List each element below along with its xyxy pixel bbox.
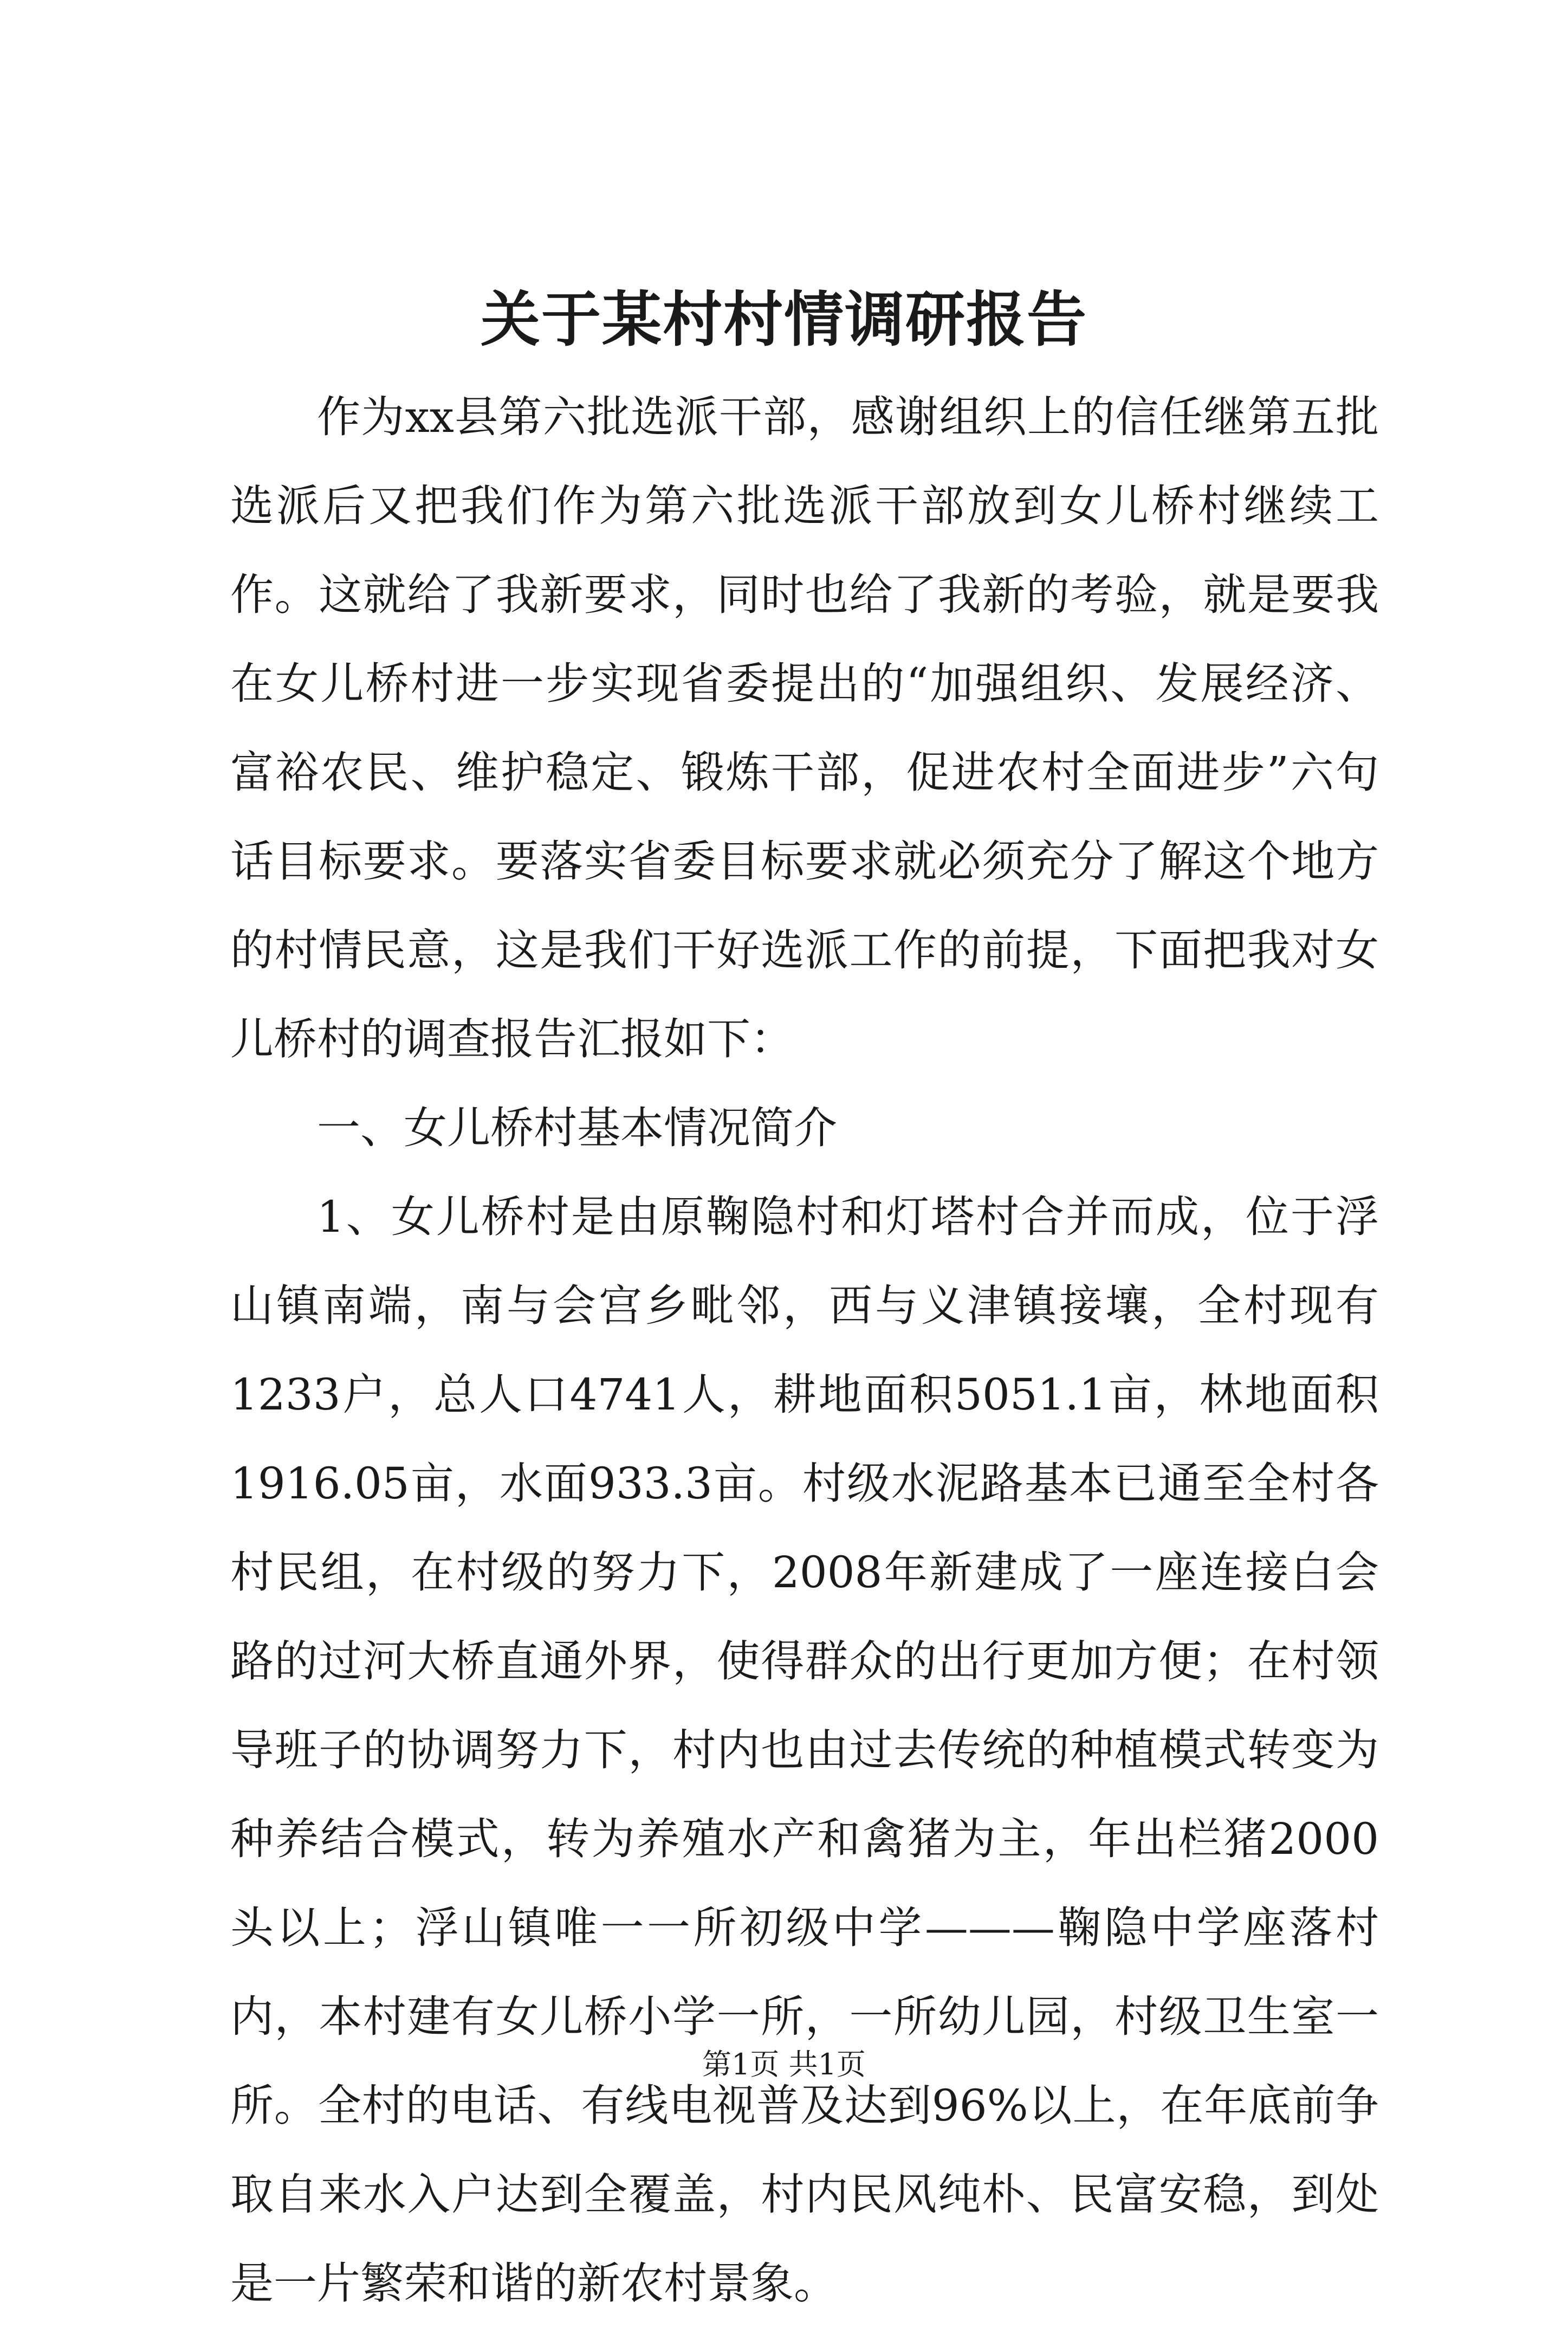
page-number-footer: 第1页 共1页 — [702, 2047, 866, 2081]
paragraph-village-overview: 1、女儿桥村是由原鞠隐村和灯塔村合并而成，位于浮山镇南端，南与会宫乡毗邻，西与义津镇接壤，全村现有1233户，总人口4741人，耕地面积5051.1亩，林地面积1916.05亩，水面933.3亩。村级水泥路基本已通至全村各村民组，在村级的努力下，2008年新建成了一座连接白会路的过河大桥直通外界，使得群众的出行更加方便；在村领导班子的协调努力下，村内也由过去传统的种植模式转变为种养结合模式，转为养殖水产和禽猪为主，年出栏猪2000头以上；浮山镇唯一一所初级中学———鞠隐中学座落村内，本村建有女儿桥小学一所，一所幼儿园，村级卫生室一所。全村的电话、有线电视普及达到96%以上，在年底前争取自来水入户达到全覆盖，村内民风纯朴、民富安稳，到处是一片繁荣和谐的新农村景象。 — [230, 1192, 1379, 2308]
document-body — [230, 373, 1379, 2328]
paragraph-intro: 作为xx县第六批选派干部，感谢组织上的信任继第五批选派后又把我们作为第六批选派干部放到女儿桥村继续工作。这就给了我新要求，同时也给了我新的考验，就是要我在女儿桥村进一步实现省委提出的“加强组织、发展经济、富裕农民、维护稳定、锻炼干部，促进农村全面进步”六句话目标要求。要落实省委目标要求就必须充分了解这个地方的村情民意，这是我们干好选派工作的前提，下面把我对女儿桥村的调查报告汇报如下： — [230, 392, 1379, 1064]
document-title: 关于某村村情调研报告 — [481, 284, 1087, 354]
section-heading-basic-info: 一、女儿桥村基本情况简介 — [317, 1103, 837, 1153]
